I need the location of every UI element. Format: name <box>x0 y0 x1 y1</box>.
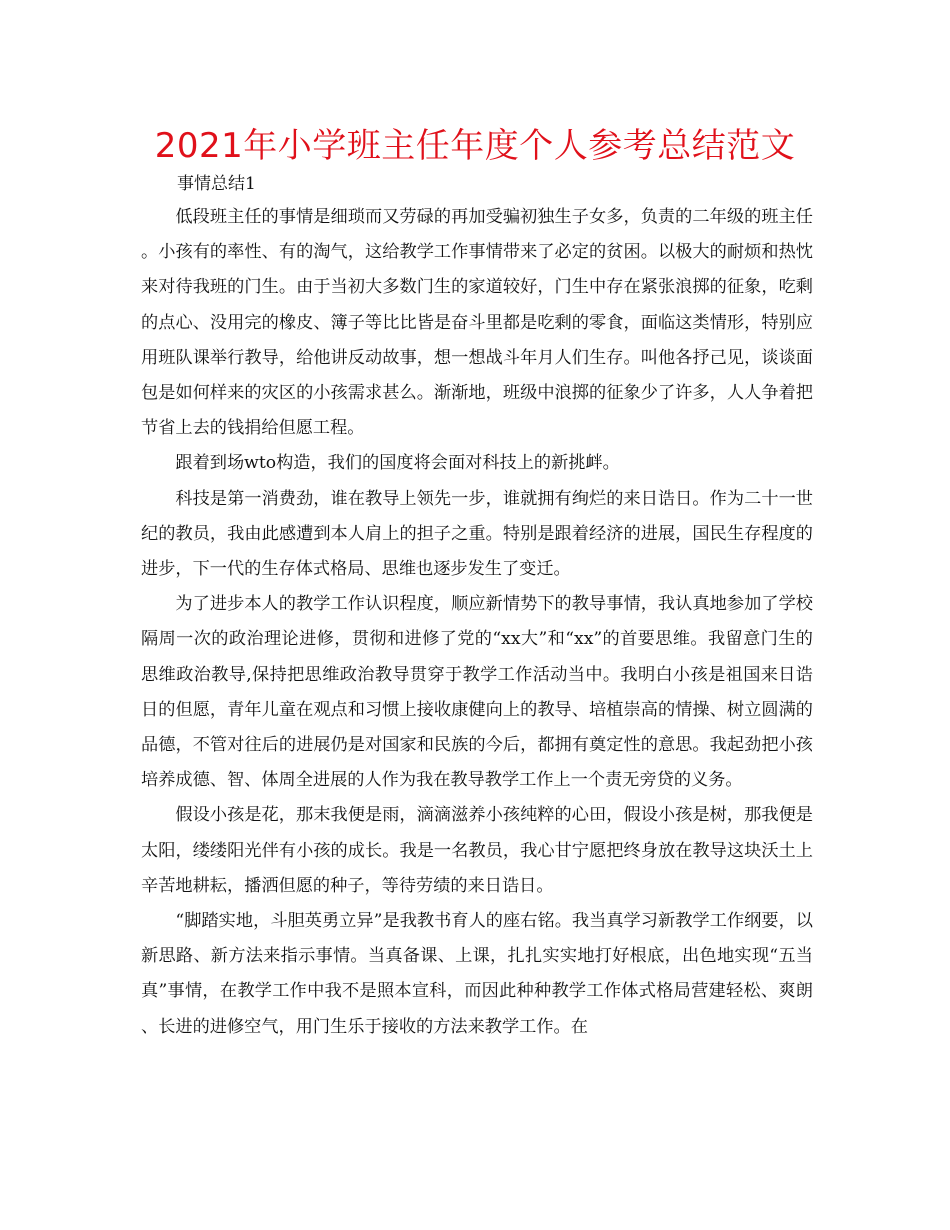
paragraph: 为了进步本人的教学工作认识程度，顺应新情势下的教导事情，我认真地参加了学校隔周一次的政治理论进修，贯彻和进修了党的“xx大”和“xx”的首要思维。我留意门生的思维政治教导,保持把思维政治教导贯穿于教学工作活动当中。我明白小孩是祖国来日诰日的但愿，青年儿童在观点和习惯上接收康健向上的教导、培植崇高的情操、树立圆满的品德，不管对往后的进展仍是对国家和民族的今后，都拥有奠定性的意思。我起劲把小孩培养成德、智、体周全进展的人作为我在教导教学工作上一个责无旁贷的义务。 <box>141 594 813 791</box>
paragraph: 低段班主任的事情是细琐而又劳碌的再加受骗初独生子女多，负责的二年级的班主任。小孩有的率性、有的淘气，这给教学工作事情带来了必定的贫困。以极大的耐烦和热忱来对待我班的门生。由于当初大多数门生的家道较好，门生中存在紧张浪掷的征象，吃剩的点心、没用完的橡皮、簿子等比比皆是奋斗里都是吃剩的零食，面临这类情形，特别应用班队课举行教导，给他讲反动故事，想一想战斗年月人们生存。叫他各抒己见，谈谈面包是如何样来的灾区的小孩需求甚么。渐渐地，班级中浪掷的征象少了许多，人人争着把节省上去的钱捐给但愿工程。 <box>141 207 813 439</box>
paragraph: “脚踏实地，斗胆英勇立异”是我教书育人的座右铭。我当真学习新教学工作纲要，以新思路、新方法来指示事情。当真备课、上课，扎扎实实地打好根底，出色地实现“五当真”事情，在教学工作中我不是照本宣科，而因此种种教学工作体式格局营建轻松、爽朗、长进的进修空气，用门生乐于接收的方法来教学工作。在 <box>141 911 813 1037</box>
paragraph: 跟着到场wto构造，我们的国度将会面对科技上的新挑衅。 <box>175 453 620 474</box>
paragraph: 科技是第一消费劲，谁在教导上领先一步，谁就拥有绚烂的来日诰日。作为二十一世纪的教员，我由此感遭到本人肩上的担子之重。特别是跟着经济的进展，国民生存程度的进步，下一代的生存体式格局、思维也逐步发生了变迁。 <box>141 488 813 580</box>
document-title: 2021年小学班主任年度个人参考总结范文 <box>154 126 796 166</box>
section-heading: 事情总结1 <box>177 174 256 194</box>
paragraph: 假设小孩是花，那末我便是雨，滴滴滋养小孩纯粹的心田，假设小孩是树，那我便是太阳，缕缕阳光伴有小孩的成长。我是一名教员，我心甘宁愿把终身放在教导这块沃土上辛苦地耕耘，播洒但愿的种子，等待劳绩的来日诰日。 <box>141 805 813 896</box>
document-body <box>141 200 813 1045</box>
